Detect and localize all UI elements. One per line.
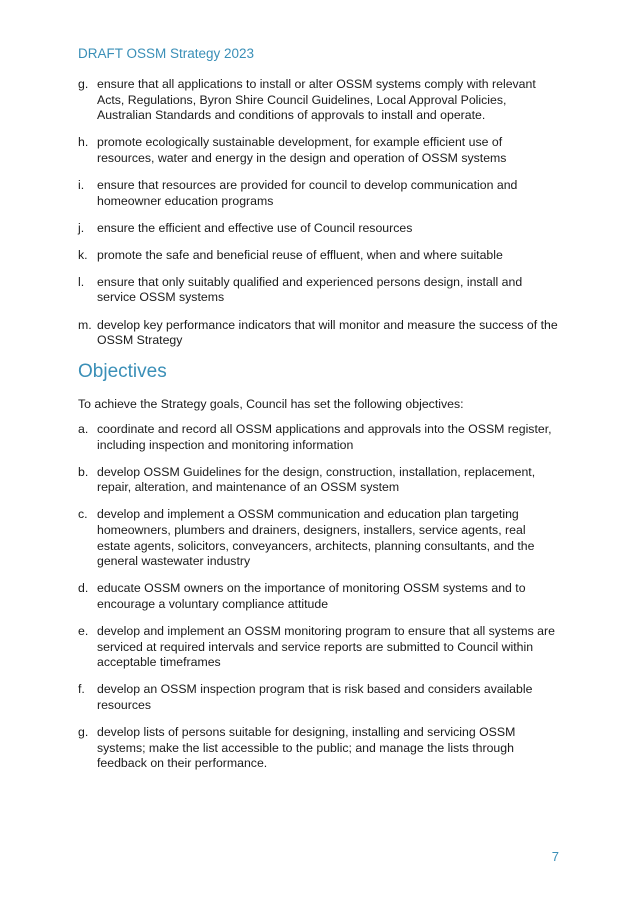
list-item — [78, 248, 558, 264]
list-item-text: promote ecologically sustainable development, for example efficient use of resources, water and energy in the design and operation of OSSM systems — [97, 135, 507, 165]
list-marker: h. — [78, 135, 89, 150]
list-item — [78, 465, 558, 496]
list-item — [78, 624, 558, 671]
list-marker: c. — [78, 507, 88, 522]
list-marker: g. — [78, 724, 89, 739]
list-marker: i. — [78, 177, 85, 192]
list-item-text: develop an OSSM inspection program that is risk based and considers available resources — [97, 682, 533, 712]
list-item-text: ensure that all applications to install or alter OSSM systems comply with relevant Acts, Regulations, Byron Shire Council Guidelines, Local Approval Policies, Australian Standards and conditions of approvals to install and operate. — [97, 77, 536, 123]
list-marker: a. — [78, 422, 89, 436]
page-number: 7 — [551, 849, 559, 864]
list-item — [78, 135, 558, 166]
goals-list — [78, 77, 558, 360]
list-item — [78, 275, 558, 306]
list-marker: e. — [78, 623, 89, 638]
objectives-list — [78, 422, 558, 783]
list-item-text: develop and implement a OSSM communication and education plan targeting homeowners, plumbers and drainers, designers, installers, service agents, real estate agents, solicitors, conveyancers, architects, planning consultants, and the general wastewater industry — [97, 507, 535, 569]
list-item-text: develop key performance indicators that will monitor and measure the success of the OSSM Strategy — [97, 317, 558, 348]
list-item — [78, 725, 558, 772]
list-item — [78, 682, 558, 713]
list-item — [78, 77, 558, 124]
list-item-text: coordinate and record all OSSM applications and approvals into the OSSM register, including inspection and monitoring information — [97, 422, 552, 452]
list-item — [78, 221, 558, 237]
list-item — [78, 507, 558, 569]
list-item — [78, 318, 558, 349]
list-item-text: develop and implement an OSSM monitoring program to ensure that all systems are serviced at required intervals and service reports are submitted to Council within acceptable timeframes — [97, 623, 555, 670]
list-item — [78, 178, 558, 209]
list-item — [78, 422, 558, 453]
document-header-title: DRAFT OSSM Strategy 2023 — [78, 46, 255, 61]
list-marker: f. — [78, 682, 85, 697]
list-marker: m. — [78, 317, 92, 332]
list-marker: k. — [78, 247, 88, 262]
list-marker: g. — [78, 77, 89, 91]
list-item-text: develop OSSM Guidelines for the design, construction, installation, replacement, repair, alteration, and maintenance of an OSSM system — [97, 464, 536, 495]
list-item-text: develop lists of persons suitable for designing, installing and servicing OSSM systems; make the list accessible to the public; and manage the lists through feedback on their performance. — [97, 724, 516, 771]
objectives-intro: To achieve the Strategy goals, Council has set the following objectives: — [78, 397, 464, 411]
section-heading-objectives: Objectives — [78, 361, 167, 382]
list-item-text: ensure that resources are provided for council to develop communication and homeowner education programs — [97, 177, 518, 208]
list-item-text: promote the safe and beneficial reuse of effluent, when and where suitable — [97, 247, 503, 262]
list-marker: l. — [78, 274, 85, 289]
list-marker: d. — [78, 581, 89, 596]
list-marker: b. — [78, 464, 89, 479]
list-item-text: ensure the efficient and effective use of Council resources — [97, 220, 413, 235]
list-item — [78, 581, 558, 612]
list-item-text: educate OSSM owners on the importance of monitoring OSSM systems and to encourage a voluntary compliance attitude — [97, 581, 526, 611]
list-item-text: ensure that only suitably qualified and experienced persons design, install and service OSSM systems — [97, 274, 523, 305]
list-marker: j. — [78, 220, 85, 235]
